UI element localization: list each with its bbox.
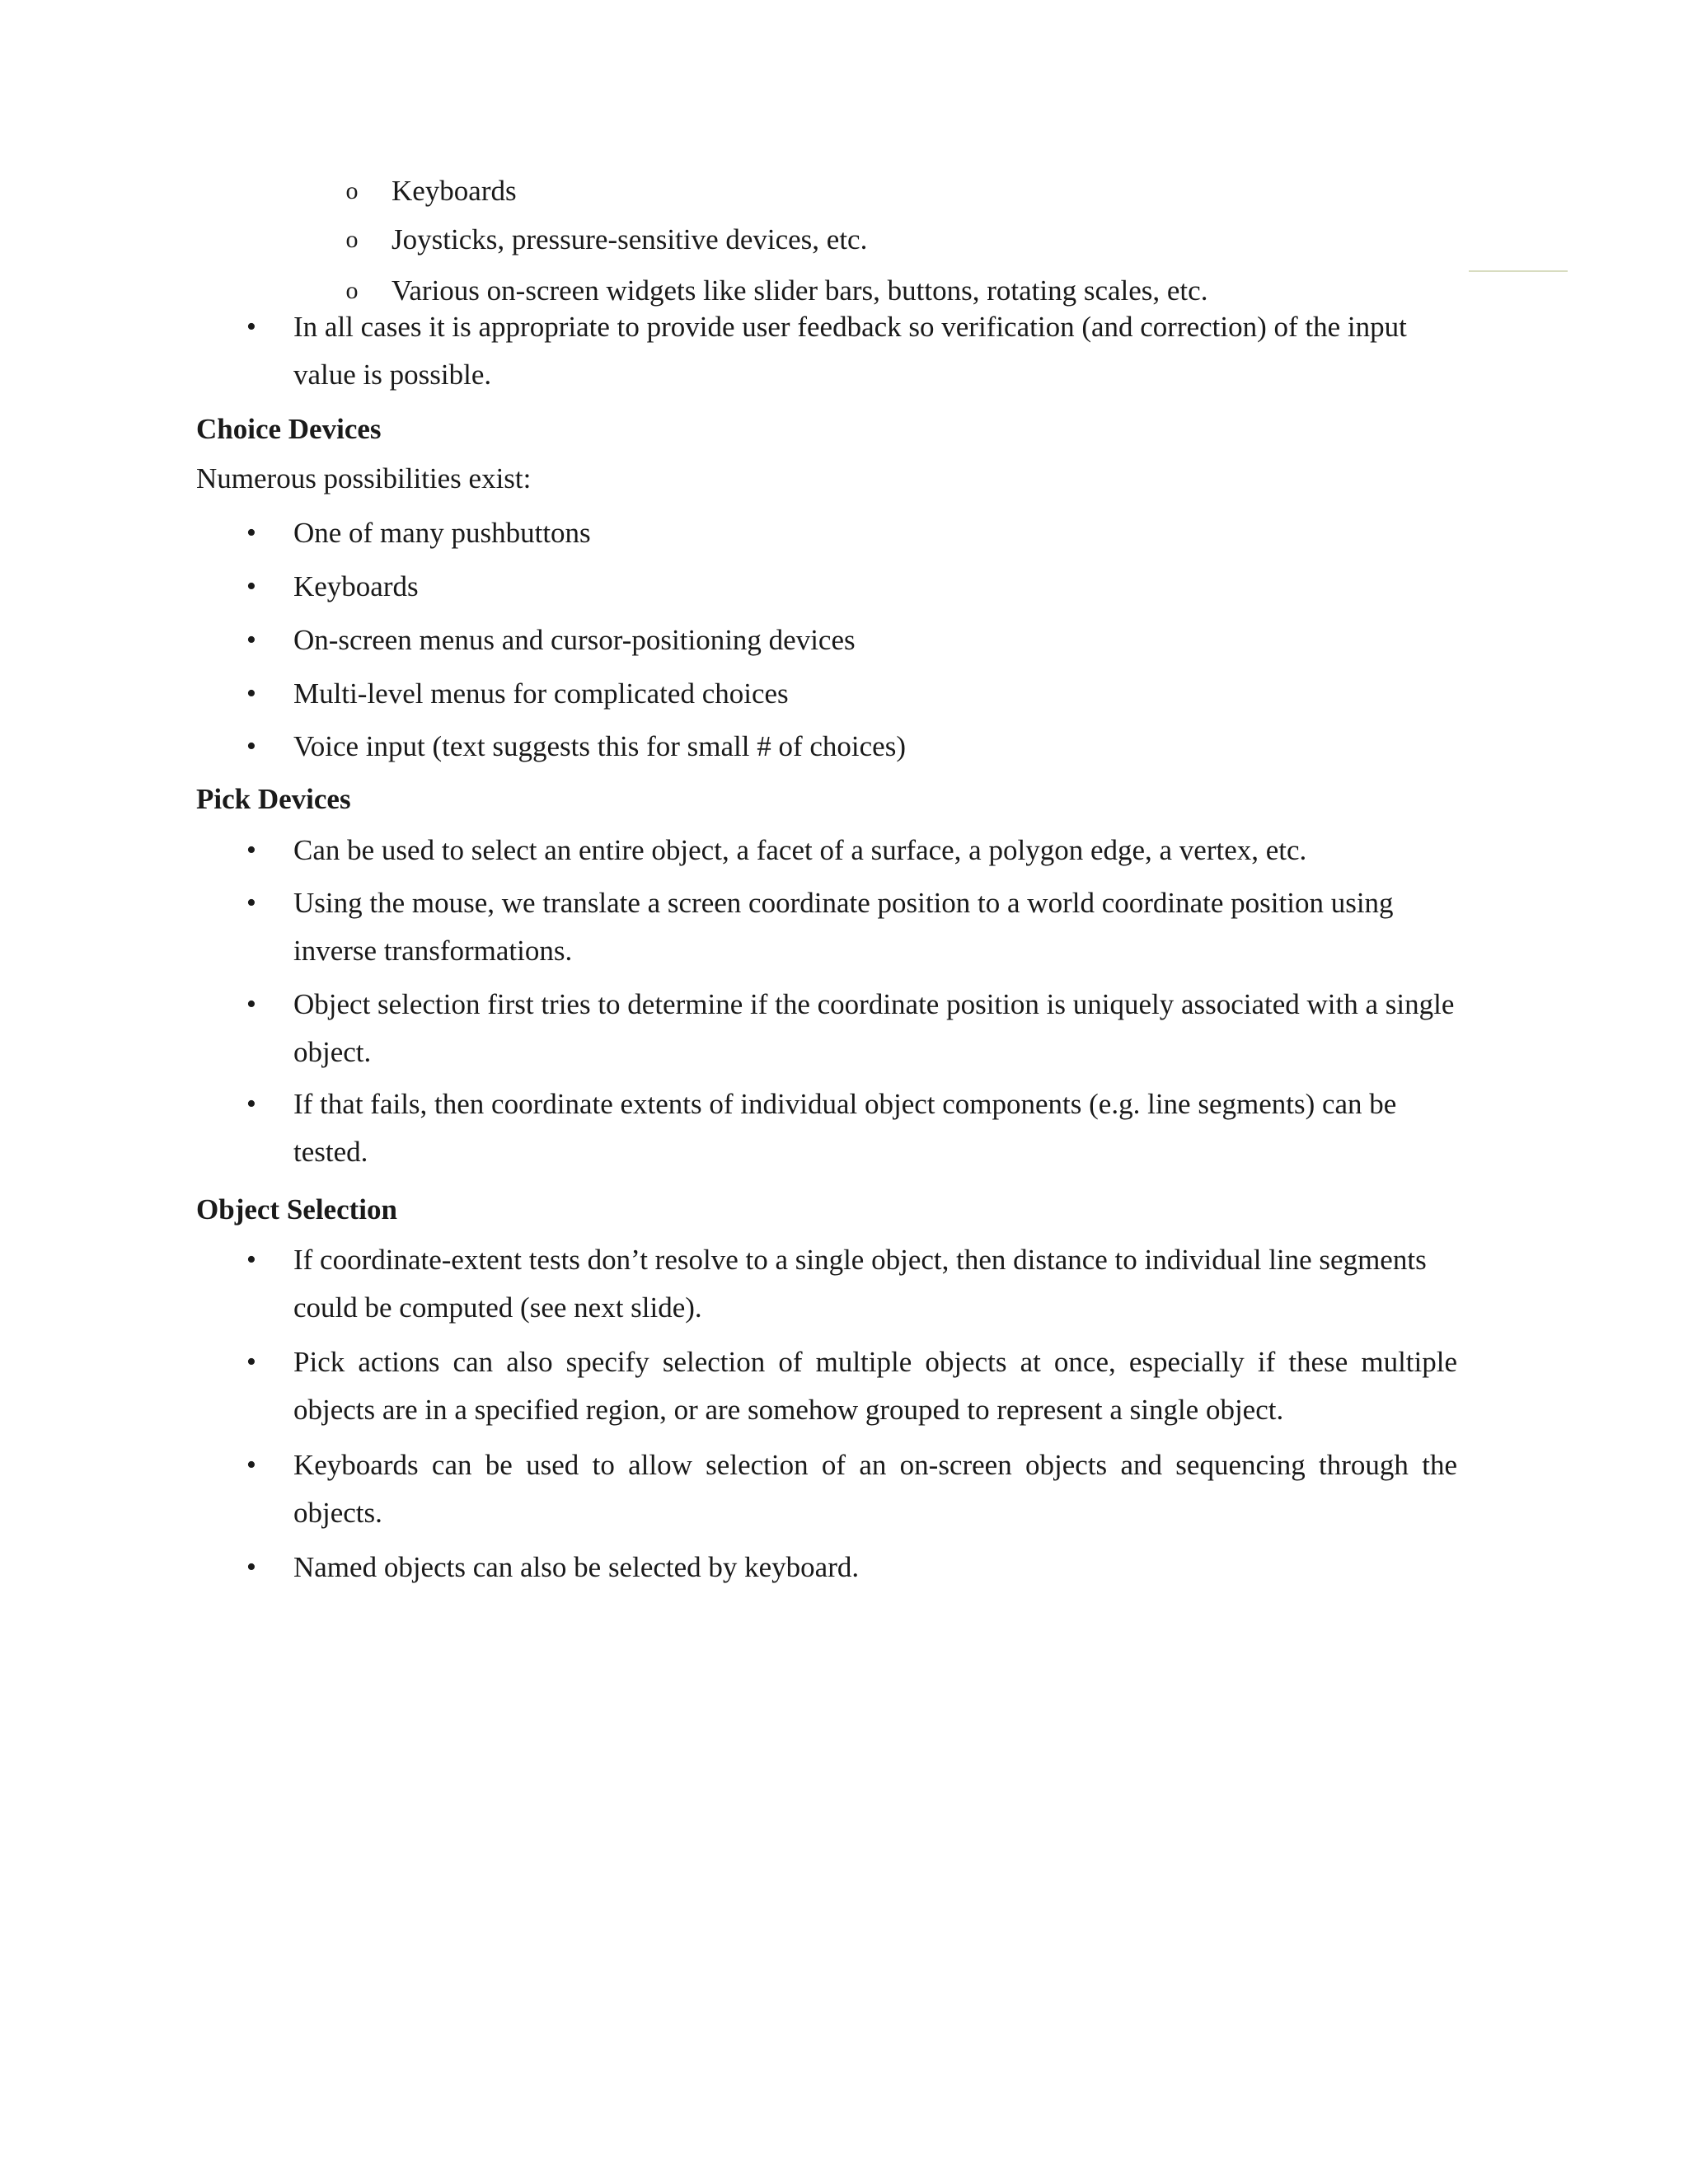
object-selection-list-item: Named objects can also be selected by keyboard. — [293, 1551, 860, 1583]
bullet-icon: • — [246, 678, 256, 709]
pick-list-item: If that fails, then coordinate extents of individual object components (e.g. line segments) can be tested. — [293, 1088, 1397, 1168]
hollow-bullet-icon: o — [345, 226, 359, 253]
decorative-rule — [1469, 270, 1568, 272]
bullet-icon: • — [246, 731, 256, 762]
hollow-bullet-icon: o — [345, 177, 359, 204]
object-selection-heading: Object Selection — [196, 1193, 397, 1226]
choice-list-item: One of many pushbuttons — [293, 517, 591, 549]
hollow-bullet-icon: o — [345, 277, 359, 304]
pick-list-item: Object selection first tries to determine if the coordinate position is uniquely associated with a single object. — [293, 988, 1455, 1068]
choice-devices-heading: Choice Devices — [196, 413, 382, 445]
bullet-icon: • — [246, 888, 256, 918]
choice-list-item: On-screen menus and cursor-positioning devices — [293, 624, 856, 656]
bullet-icon: • — [246, 1089, 256, 1119]
bullet-icon: • — [246, 518, 256, 548]
choice-list-item: Keyboards — [293, 570, 419, 602]
bullet-icon: • — [246, 571, 256, 602]
choice-devices-intro: Numerous possibilities exist: — [196, 462, 532, 494]
bullet-icon: • — [246, 989, 256, 1019]
sub-list-item-text: Joysticks, pressure-sensitive devices, etc. — [392, 223, 868, 255]
choice-list-item: Multi-level menus for complicated choices — [293, 677, 789, 710]
object-selection-list-item: If coordinate-extent tests don’t resolve to a single object, then distance to individual line segments could be computed (see next slide). — [293, 1244, 1427, 1324]
feedback-bullet-text: In all cases it is appropriate to provide user feedback so verification (and correction) of the input value is possible. — [293, 311, 1407, 391]
sub-list-item-text: Keyboards — [392, 175, 517, 207]
bullet-icon: • — [246, 1552, 256, 1582]
pick-list-item: Can be used to select an entire object, a facet of a surface, a polygon edge, a vertex, etc. — [293, 834, 1307, 866]
bullet-icon: • — [246, 1450, 256, 1480]
bullet-icon: • — [246, 1244, 256, 1275]
bullet-icon: • — [246, 312, 256, 342]
pick-list-item: Using the mouse, we translate a screen coordinate position to a world coordinate position using inverse transformations. — [293, 887, 1394, 967]
bullet-icon: • — [246, 1347, 256, 1377]
sub-list-item-text: Various on-screen widgets like slider bars, buttons, rotating scales, etc. — [392, 274, 1208, 307]
choice-list-item: Voice input (text suggests this for small # of choices) — [293, 730, 906, 762]
bullet-icon: • — [246, 835, 256, 865]
object-selection-list-item: Keyboards can be used to allow selection of an on-screen objects and sequencing through the objects. — [293, 1449, 1457, 1529]
bullet-icon: • — [246, 625, 256, 655]
pick-devices-heading: Pick Devices — [196, 783, 351, 815]
object-selection-list-item: Pick actions can also specify selection of multiple objects at once, especially if these multiple objects are in a specified region, or are somehow grouped to represent a single object. — [293, 1346, 1457, 1426]
